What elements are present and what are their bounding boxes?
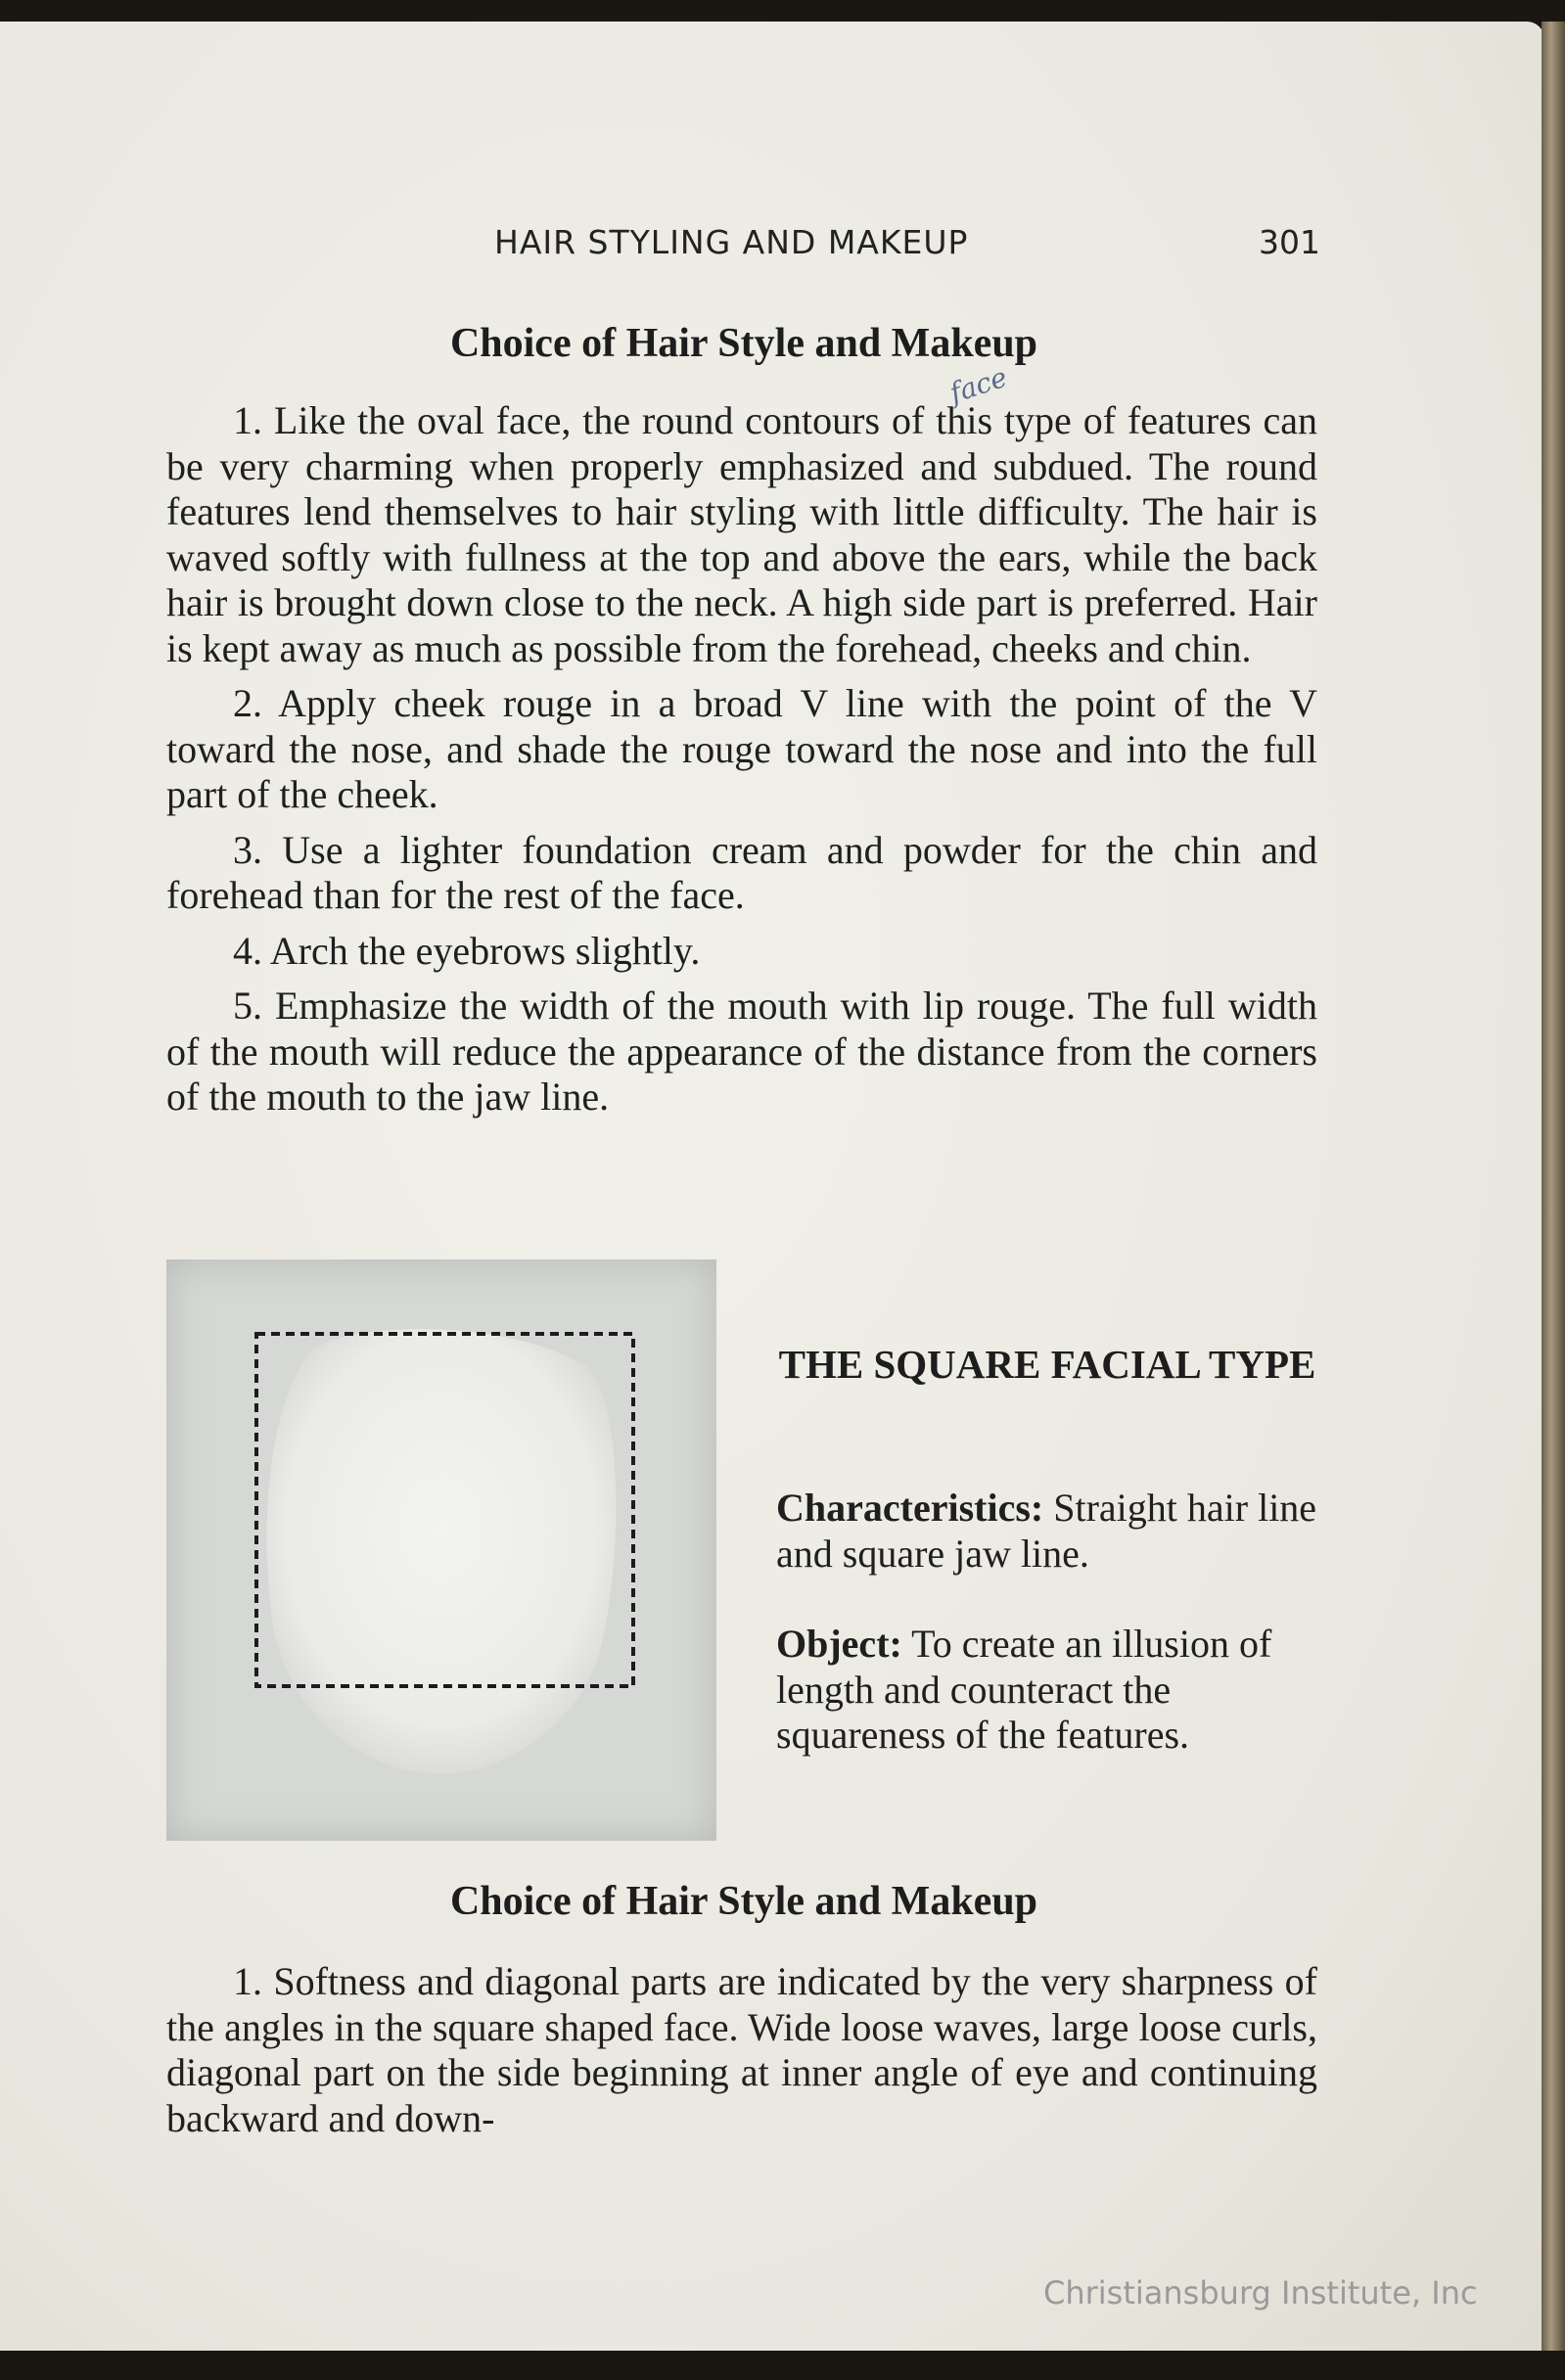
round-face-instructions	[166, 398, 1317, 1130]
running-head-title: HAIR STYLING AND MAKEUP	[494, 223, 969, 261]
page-number: 301	[1259, 223, 1320, 261]
paragraph: 3. Use a lighter foundation cream and powder for the chin and forehead than for the rest of the face.	[166, 827, 1317, 917]
object-block	[776, 1622, 1319, 1759]
paragraph: 4. Arch the eyebrows slightly.	[233, 928, 701, 973]
face-outline-drawing	[166, 1259, 716, 1841]
face-shape	[267, 1329, 617, 1773]
paragraph: 5. Emphasize the width of the mouth with lip rouge. The full width of the mouth will reduce the appearance of the distance from the corners of the mouth to the jaw line.	[166, 984, 1317, 1119]
square-face-illustration	[166, 1259, 716, 1841]
object-label: Object:	[776, 1622, 902, 1666]
paragraph: 2. Apply cheek rouge in a broad V line with the point of the V toward the nose, and shade the rouge toward the nose and into the full part of the cheek.	[166, 681, 1317, 816]
paragraph: 1. Softness and diagonal parts are indicated by the very sharpness of the angles in the square shaped face. Wide loose waves, large loose curls, diagonal part on the side beginning at inner angle of eye and continuing backward and down-	[166, 1959, 1317, 2140]
characteristics-text: Straight hair line and square jaw line.	[776, 1486, 1317, 1576]
institution-watermark: Christiansburg Institute, Inc	[1043, 2274, 1478, 2311]
characteristics-block	[776, 1486, 1319, 1577]
object-text: To create an illusion of length and counteract the squareness of the features.	[776, 1622, 1272, 1757]
facial-type-title: THE SQUARE FACIAL TYPE	[778, 1342, 1316, 1387]
section-heading-square-face: Choice of Hair Style and Makeup	[449, 1879, 1038, 1924]
handwritten-annotation: face	[945, 360, 1011, 410]
book-page	[0, 22, 1544, 2351]
page-edge	[1542, 22, 1565, 2351]
paragraph: 1. Like the oval face, the round contours of this type of features can be very charming when properly emphasized and subdued. The round features lend themselves to hair styling with little difficulty. The hair is waved softly with fullness at the top and above the ears, while the back hair is brought down close to the neck. A high side part is preferred. Hair is kept away as much as possible from the forehead, cheeks and chin.	[166, 398, 1317, 670]
section-heading-round-face: Choice of Hair Style and Makeup	[449, 321, 1038, 366]
characteristics-label: Characteristics:	[776, 1486, 1044, 1530]
square-face-instructions	[166, 1959, 1317, 2151]
